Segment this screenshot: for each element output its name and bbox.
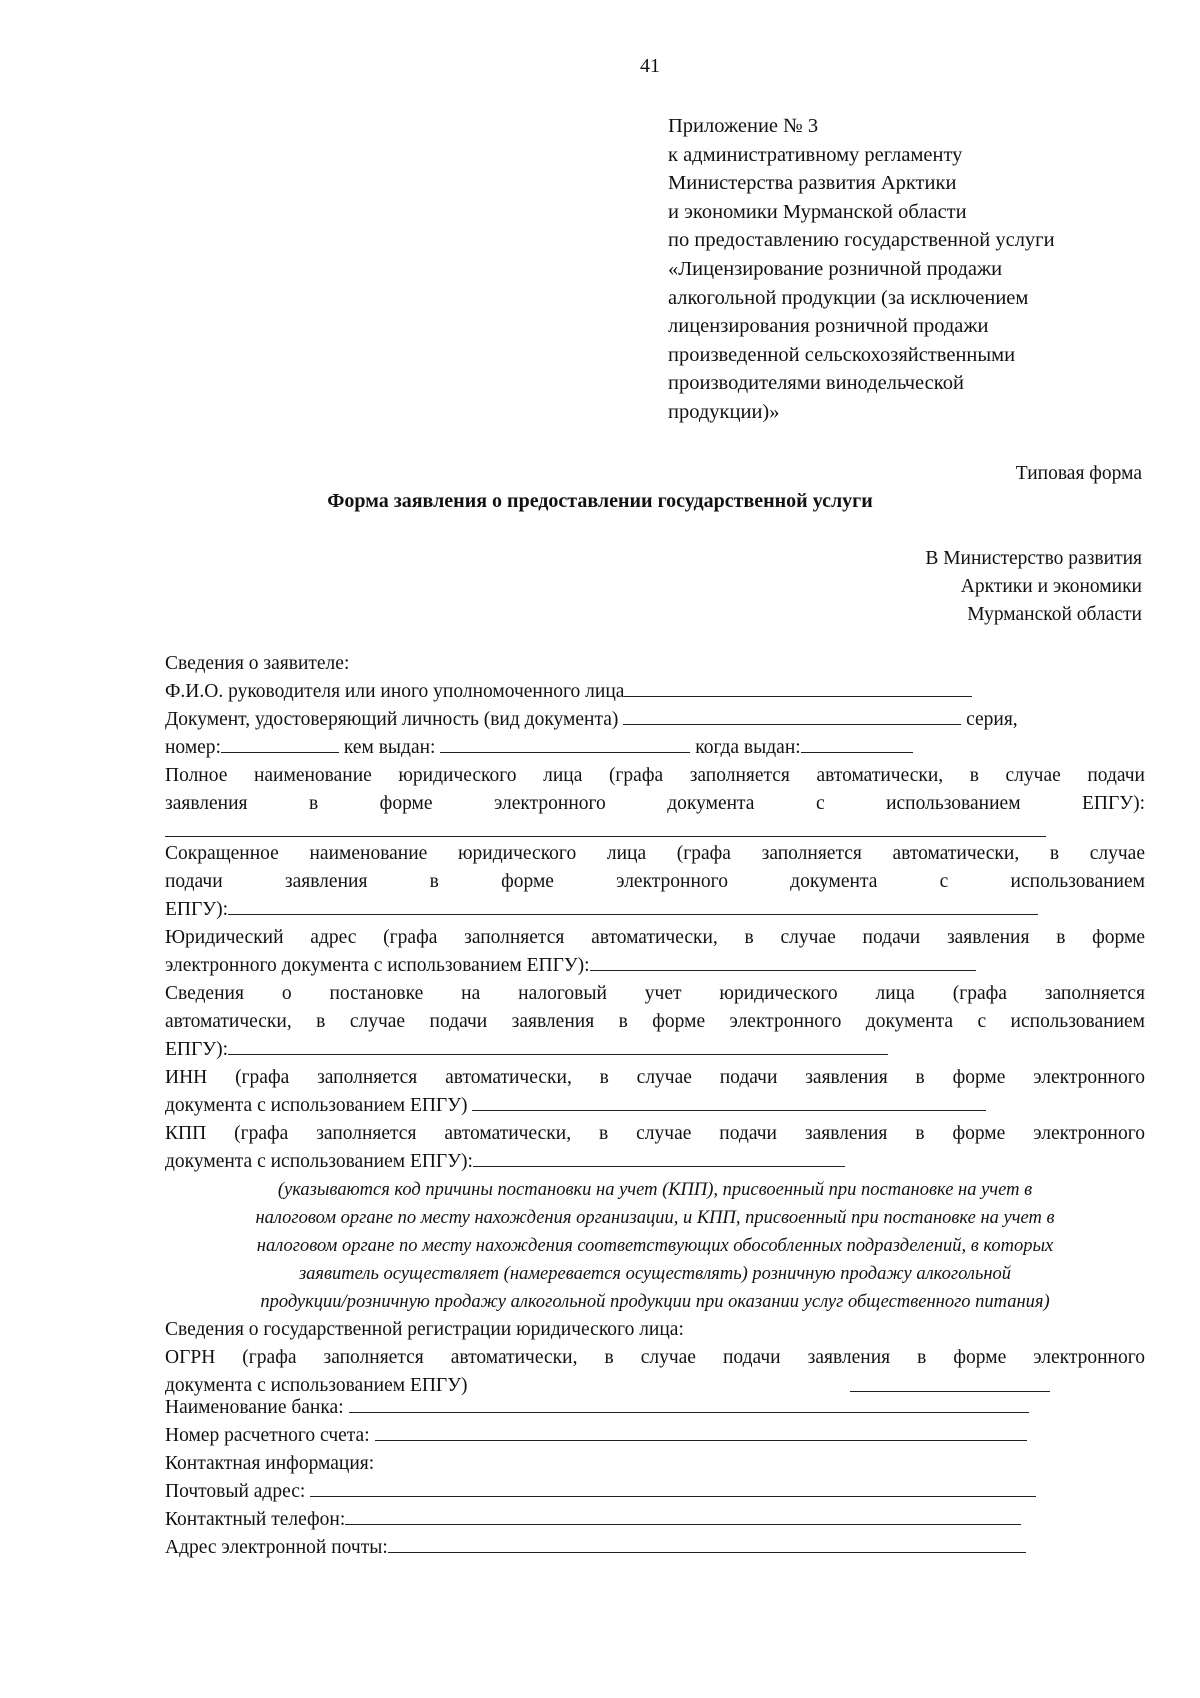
account-label: Номер расчетного счета: xyxy=(165,1425,370,1446)
number-field[interactable] xyxy=(221,734,339,753)
issued-by-field[interactable] xyxy=(440,734,690,753)
id-doc-row xyxy=(165,706,1145,734)
fio-label: Ф.И.О. руководителя или иного уполномоченного лица xyxy=(165,681,625,702)
full-name-line2: заявления в форме электронного документа с использованием ЕПГУ): xyxy=(165,793,1145,814)
appendix-line: алкогольной продукции (за исключением xyxy=(668,286,1029,309)
kpp-field[interactable] xyxy=(473,1148,845,1167)
id-doc-label: Документ, удостоверяющий личность (вид документа) xyxy=(165,709,619,730)
short-name-line1: Сокращенное наименование юридического лица (графа заполняется автоматически, в случае xyxy=(165,843,1145,864)
kpp-line1: КПП (графа заполняется автоматически, в случае подачи заявления в форме электронного xyxy=(165,1123,1145,1144)
ogrn-field[interactable] xyxy=(850,1391,1050,1392)
inn-line1: ИНН (графа заполняется автоматически, в случае подачи заявления в форме электронного xyxy=(165,1067,1145,1088)
email-field[interactable] xyxy=(388,1534,1026,1553)
form-type: Типовая форма xyxy=(1015,463,1142,484)
bank-field[interactable] xyxy=(349,1394,1029,1413)
short-name-field[interactable] xyxy=(228,896,1038,915)
state-reg-heading: Сведения о государственной регистрации юридического лица: xyxy=(165,1319,684,1340)
addressee-line: Мурманской области xyxy=(967,604,1142,625)
series-label: серия, xyxy=(966,709,1018,730)
appendix-line: Министерства развития Арктики xyxy=(668,172,957,195)
phone-field[interactable] xyxy=(345,1506,1021,1525)
issue-row xyxy=(165,734,1145,762)
inn-field[interactable] xyxy=(472,1092,986,1111)
page-number: 41 xyxy=(640,55,660,77)
bank-row xyxy=(165,1394,1145,1422)
short-name-label: ЕПГУ): xyxy=(165,899,228,920)
phone-row xyxy=(165,1506,1145,1534)
legal-addr-row2 xyxy=(165,952,1145,980)
tax-field[interactable] xyxy=(228,1036,888,1055)
kpp-note-line: продукции/розничную продажу алкогольной продукции при оказании услуг общественного питания) xyxy=(260,1292,1050,1312)
id-doc-field[interactable] xyxy=(623,706,961,725)
full-name-field[interactable] xyxy=(165,836,1046,837)
short-name-line2: подачи заявления в форме электронного документа с использованием xyxy=(165,871,1145,892)
form-title: Форма заявления о предоставлении государственной услуги xyxy=(327,490,873,512)
tax-row3 xyxy=(165,1036,1145,1064)
issued-by-label: кем выдан: xyxy=(343,737,436,758)
appendix-header xyxy=(668,112,1055,427)
appendix-line: производителями винодельческой xyxy=(668,372,964,395)
legal-addr-line1: Юридический адрес (графа заполняется автоматически, в случае подачи заявления в форме xyxy=(165,927,1145,948)
applicant-info-heading: Сведения о заявителе: xyxy=(165,653,350,674)
email-row xyxy=(165,1534,1145,1562)
tax-line2: автоматически, в случае подачи заявления в форме электронного документа с использованием xyxy=(165,1011,1145,1032)
kpp-note-line: налоговом органе по месту нахождения соответствующих обособленных подразделений, в которых xyxy=(256,1236,1054,1256)
number-label: номер: xyxy=(165,737,221,758)
appendix-line: «Лицензирование розничной продажи xyxy=(668,257,1003,280)
full-name-line1: Полное наименование юридического лица (графа заполняется автоматически, в случае подачи xyxy=(165,765,1145,786)
tax-label: ЕПГУ): xyxy=(165,1039,228,1060)
appendix-line: произведенной сельскохозяйственными xyxy=(668,343,1016,366)
addressee-line: Арктики и экономики xyxy=(960,576,1142,597)
kpp-note-line: (указываются код причины постановки на учет (КПП), присвоенный при постановке на учет в xyxy=(277,1180,1033,1200)
postal-field[interactable] xyxy=(310,1478,1036,1497)
account-field[interactable] xyxy=(375,1422,1027,1441)
inn-row2 xyxy=(165,1092,1145,1120)
legal-addr-field[interactable] xyxy=(590,952,976,971)
appendix-line: Приложение № 3 xyxy=(668,115,819,137)
short-name-row3 xyxy=(165,896,1145,924)
appendix-line: и экономики Мурманской области xyxy=(668,200,967,223)
appendix-line: по предоставлению государственной услуги xyxy=(668,229,1055,252)
kpp-label: документа с использованием ЕПГУ): xyxy=(165,1151,473,1172)
kpp-note-line: заявитель осуществляет (намеревается осуществлять) розничную продажу алкогольной xyxy=(298,1264,1012,1284)
kpp-note-line: налоговом органе по месту нахождения организации, и КПП, присвоенный при постановке на учет в xyxy=(255,1208,1055,1228)
bank-label: Наименование банка: xyxy=(165,1397,344,1418)
fio-field[interactable] xyxy=(624,678,972,697)
email-label: Адрес электронной почты: xyxy=(165,1537,388,1558)
postal-label: Почтовый адрес: xyxy=(165,1481,306,1502)
appendix-line: продукции)» xyxy=(668,400,780,423)
appendix-line: лицензирования розничной продажи xyxy=(668,315,989,338)
ogrn-label: документа с использованием ЕПГУ) xyxy=(165,1375,468,1396)
issued-when-label: когда выдан: xyxy=(695,737,801,758)
kpp-row2 xyxy=(165,1148,1145,1176)
legal-addr-label: электронного документа с использованием ЕПГУ): xyxy=(165,955,590,976)
issued-when-field[interactable] xyxy=(801,734,913,753)
addressee-line: В Министерство развития xyxy=(925,548,1142,569)
ogrn-line1: ОГРН (графа заполняется автоматически, в случае подачи заявления в форме электронного xyxy=(165,1347,1145,1368)
phone-label: Контактный телефон: xyxy=(165,1509,346,1530)
tax-line1: Сведения о постановке на налоговый учет юридического лица (графа заполняется xyxy=(165,983,1145,1004)
appendix-line: к административному регламенту xyxy=(668,143,963,166)
contacts-heading: Контактная информация: xyxy=(165,1453,375,1474)
inn-label: документа с использованием ЕПГУ) xyxy=(165,1095,468,1116)
fio-row xyxy=(165,678,1145,706)
postal-row xyxy=(165,1478,1145,1506)
account-row xyxy=(165,1422,1145,1450)
